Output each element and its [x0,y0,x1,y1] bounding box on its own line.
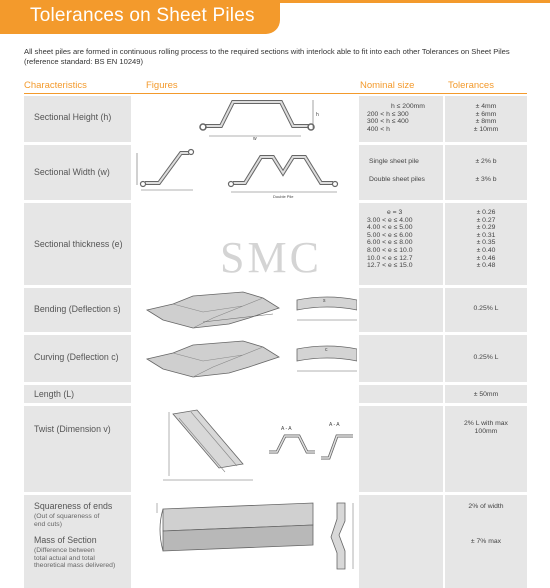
tolerance-item: ± 3% b [475,175,497,183]
bending-diagram [133,288,357,332]
nominal-item: Double sheet piles [369,175,425,183]
nominal-item: 5.00 < e ≤ 6.00 [367,231,413,239]
row-bending [24,288,527,332]
tolerance-item: ± 0.29 [476,224,496,232]
tolerance-item: ± 8mm [475,118,497,126]
row-sectional-width [24,145,527,200]
squareness-sub-line: (Out of squareness of [34,513,100,520]
nominal-item: 3.00 < e ≤ 4.00 [367,216,413,224]
tolerance-item: ± 10mm [473,125,499,133]
col-nominal-size: Nominal size [360,80,415,91]
tolerance-item: ± 0.27 [476,216,496,224]
tolerance-item: ± 0.48 [476,262,496,270]
thickness-tolerance-list [445,209,527,270]
header-underline [24,93,527,94]
nominal-item: Single sheet pile [369,158,419,165]
twist-tolerance-list [445,420,527,435]
col-figures: Figures [146,80,178,91]
nominal-item: 6.00 < e ≤ 8.00 [367,239,413,247]
length-tolerance: ± 50mm [473,391,499,398]
tolerance-item: ± 0.46 [476,254,496,262]
watermark: SMC [220,233,322,282]
tolerance-item: 100mm [474,427,498,435]
row-label: Bending (Deflection s) [34,304,121,314]
squareness-sub [34,513,99,528]
section-label-b: A - A [329,422,340,428]
curving-tolerance: 0.25% L [473,354,499,361]
height-tolerance-list [445,103,527,133]
figure-width [133,145,357,200]
tolerance-item: ± 0.26 [476,209,496,216]
figure-curving [133,335,357,382]
squareness-sub-line: end cuts) [34,520,62,528]
tolerance-item: 2% L with max [464,420,508,427]
twist-diagram [133,406,357,492]
tolerance-item: ± 4mm [475,103,497,110]
col-characteristics: Characteristics [24,80,87,91]
svg-text:w: w [253,136,257,142]
section-label-a: A - A [281,426,292,432]
nominal-item: 200 < h ≤ 300 [367,110,409,118]
figure-bending [133,288,357,332]
col-tolerances: Tolerances [448,80,494,91]
nominal-item: 4.00 < e ≤ 5.00 [367,224,413,232]
figure-squareness [133,495,357,588]
row-squareness-mass [24,495,527,588]
nominal-item: 10.0 < e ≤ 12.7 [367,254,413,262]
nominal-item: 300 < h ≤ 400 [367,118,409,126]
row-label: Sectional Width (w) [34,167,110,177]
page-header [0,0,550,36]
mass-tolerance: ± 7% max [470,538,502,545]
mass-label: Mass of Section [34,535,97,545]
row-label: Twist (Dimension v) [34,424,111,434]
svg-text:s: s [323,298,326,304]
mass-sub [34,547,115,570]
row-length [24,385,527,403]
intro-text: All sheet piles are formed in continuous rolling process to the required sections with interlock able to fit into each other Tolerances on Sheet Piles (reference standard: BS EN 10249) [24,47,510,66]
width-nominal-list [369,158,441,183]
tolerance-item: ± 2% b [475,158,497,165]
height-nominal-list [367,103,439,133]
nominal-item: h ≤ 200mm [391,103,425,110]
width-diagram [133,145,357,200]
bending-tolerance: 0.25% L [473,305,499,312]
svg-text:h: h [316,112,319,118]
thickness-nominal-list [367,209,439,270]
nominal-item: 400 < h [367,125,390,133]
figure-height [133,96,357,142]
mass-sub-line: theoretical mass delivered) [34,562,116,570]
row-sectional-height [24,96,527,142]
double-pile-label: Double Pile [273,194,294,199]
mass-sub-line: (Difference between [34,547,95,554]
tolerance-item: ± 6mm [475,110,497,118]
squareness-diagram [133,495,357,588]
curving-diagram [133,335,357,382]
tolerance-item: ± 0.40 [476,246,496,254]
nominal-item: e = 3 [387,209,403,216]
tolerance-item: ± 0.31 [476,231,496,239]
squareness-label: Squareness of ends [34,501,113,511]
tolerance-item: ± 0.35 [476,239,496,247]
row-label: Sectional Height (h) [34,112,112,122]
squareness-tolerance: 2% of width [468,503,504,510]
row-label: Curving (Deflection c) [34,352,119,362]
page-title: Tolerances on Sheet Piles [30,5,255,26]
row-label: Sectional thickness (e) [34,239,123,249]
mass-sub-line: total actual and total [34,554,95,562]
svg-text:c: c [325,347,328,353]
row-curving [24,335,527,382]
width-tolerance-list [445,158,527,183]
row-twist [24,406,527,492]
nominal-item: 12.7 < e ≤ 15.0 [367,262,413,270]
nominal-item: 8.00 < e ≤ 10.0 [367,246,413,254]
height-diagram [133,96,357,142]
figure-twist [133,406,357,492]
row-label: Length (L) [34,389,75,399]
